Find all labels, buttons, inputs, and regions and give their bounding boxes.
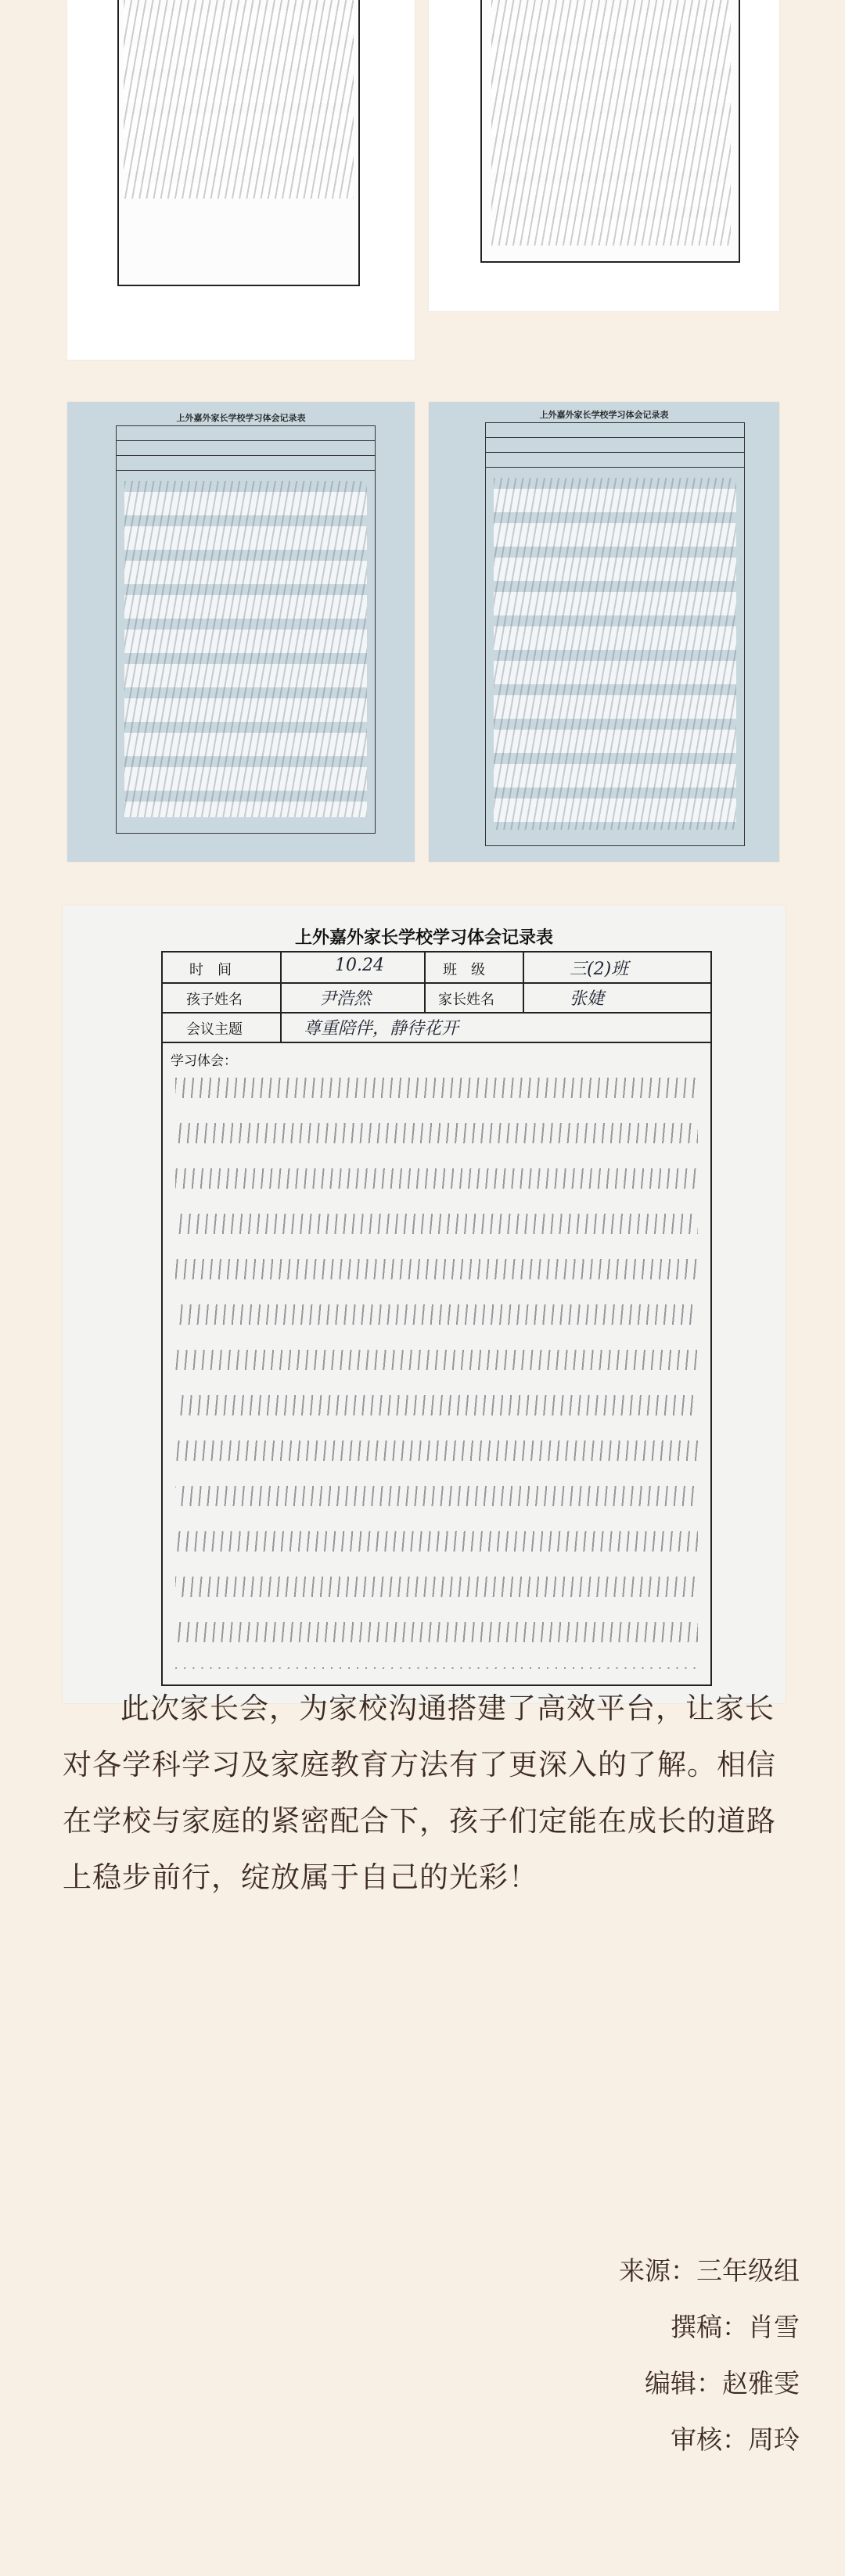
small-form-table <box>116 425 376 834</box>
handwriting-scribble <box>494 478 736 830</box>
child-name-value: 尹浩然 <box>319 989 372 1009</box>
row-divider <box>163 982 710 984</box>
handwritten-notes <box>175 1078 698 1669</box>
small-form-header-rows <box>486 423 744 468</box>
form-table <box>161 951 712 1686</box>
form-sheet <box>429 402 779 862</box>
handwriting-scribble <box>124 481 367 817</box>
small-form-title: 上外嘉外家长学校学习体会记录表 <box>539 410 669 420</box>
credit-source: 来源：三年级组 <box>619 2255 800 2286</box>
photo-middle-right <box>429 402 779 862</box>
handwritten-sheet <box>480 0 739 261</box>
col-divider <box>523 953 524 1012</box>
sheet-border-right <box>739 0 740 263</box>
small-form-title: 上外嘉外家长学校学习体会记录表 <box>176 413 306 423</box>
photo-main-form <box>63 906 786 1703</box>
form-title: 上外嘉外家长学校学习体会记录表 <box>294 927 553 948</box>
handwriting-scribble <box>124 0 354 199</box>
credit-editor: 编辑：赵雅雯 <box>645 2368 800 2398</box>
time-value: 10.24 <box>335 956 384 975</box>
parent-name-value: 张婕 <box>570 989 605 1009</box>
sheet-border-right <box>358 0 360 286</box>
topic-value: 尊重陪伴，静待花开 <box>304 1019 459 1039</box>
sheet-border-left <box>117 0 119 286</box>
time-label: 时 间 <box>189 962 232 978</box>
col-divider <box>424 953 426 1012</box>
sheet-border-bottom <box>480 261 740 263</box>
handwritten-sheet <box>117 0 358 285</box>
summary-paragraph: 此次家长会，为家校沟通搭建了高效平台，让家长对各学科学习及家庭教育方法有了更深入的了解。相信在学校与家庭的紧密配合下，孩子们定能在成长的道路上稳步前行，绽放属于自己的光彩！ <box>63 1692 776 1894</box>
sheet-border-left <box>480 0 482 263</box>
row-divider <box>163 1012 710 1014</box>
small-form-table <box>485 422 745 846</box>
col-divider <box>280 953 282 1043</box>
photo-top-right <box>429 0 779 311</box>
class-value: 三(2)班 <box>570 960 629 979</box>
parent-name-label: 家长姓名 <box>438 992 494 1008</box>
child-name-label: 孩子姓名 <box>186 992 243 1008</box>
credit-writer: 撰稿：肖雪 <box>671 2312 800 2342</box>
topic-label: 会议主题 <box>186 1021 243 1038</box>
sheet-border-bottom <box>117 285 360 286</box>
class-label: 班 级 <box>443 962 485 978</box>
photo-middle-left <box>67 402 415 862</box>
small-form-header-rows <box>117 426 375 472</box>
handwriting-scribble <box>491 0 731 246</box>
form-sheet <box>67 402 415 862</box>
row-divider <box>163 1042 710 1043</box>
photo-top-left <box>67 0 415 360</box>
notes-label: 学习体会： <box>171 1053 237 1069</box>
credit-reviewer: 审核：周玲 <box>671 2424 800 2455</box>
